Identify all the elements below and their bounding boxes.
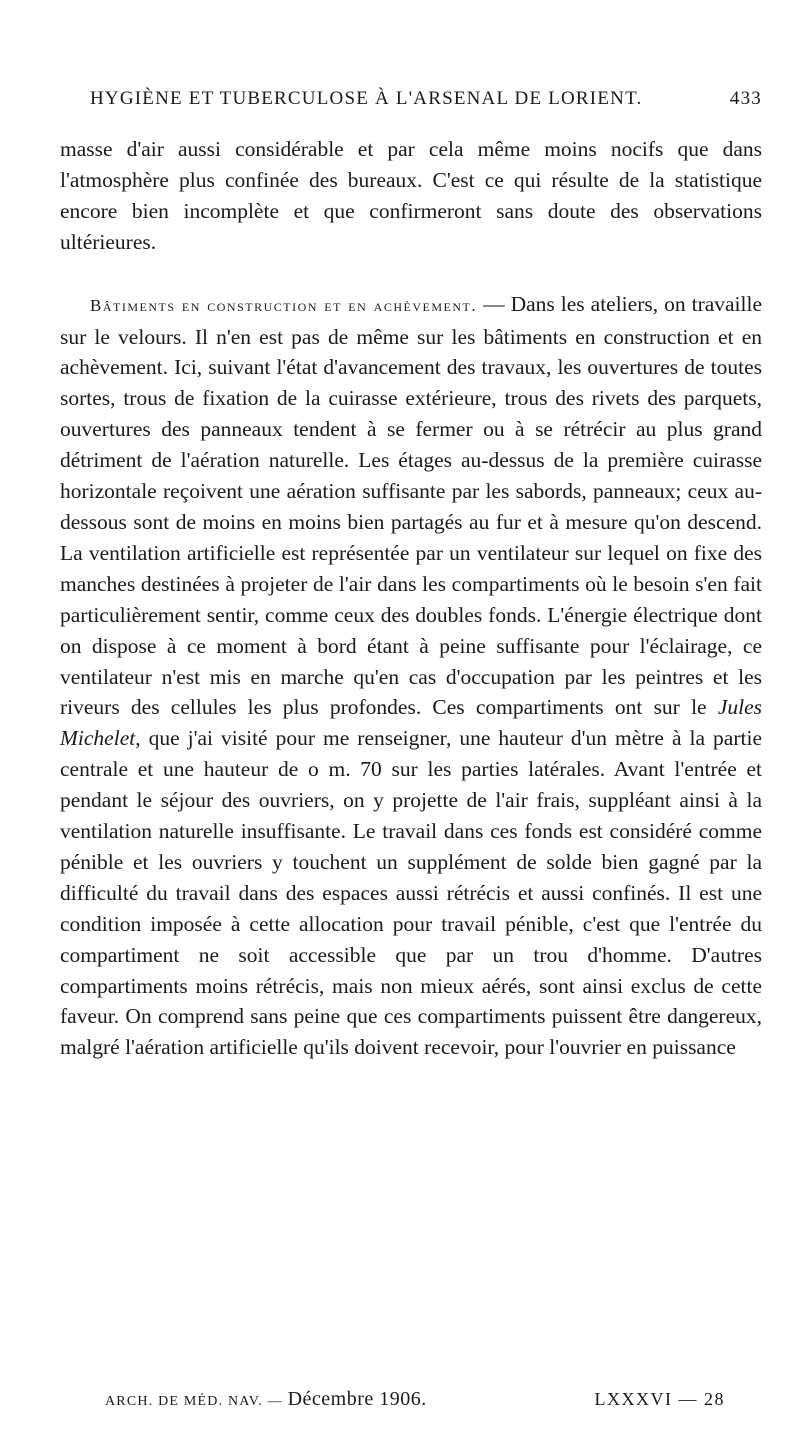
ship-name: Jules Michelet: [60, 695, 762, 751]
paragraph-continued: masse d'air aussi considérable et par cela même moins nocifs que dans l'atmosphère plus confinée des bureaux. C'est ce qui résulte de la statistique encore bien incomplète et que confirmeront sans doute des observations ultérieures.: [60, 137, 762, 254]
paragraph-batiments: [60, 289, 762, 1064]
heading-dash: —: [477, 291, 511, 316]
footer-citation: [105, 1388, 427, 1411]
issue-date: Décembre 1906.: [287, 1388, 427, 1410]
signature-mark: LXXXVI — 28: [594, 1389, 725, 1409]
running-header: [90, 88, 762, 110]
running-title: HYGIÈNE ET TUBERCULOSE À L'ARSENAL DE LORIENT.: [90, 88, 643, 109]
paragraph-text-part-2: , que j'ai visité pour me renseigner, une hauteur d'un mètre à la partie centrale et une hauteur de o m. 70 sur les parties latérales. Avant l'entrée et pendant le séjour des ouvriers, on y projette de l'air frais, suppléant ainsi à la ventilation naturelle insuffisante. Le travail dans ces fonds est considéré comme pénible et les ouvriers y touchent un supplément de solde bien gagné par la difficulté du travail dans des espaces aussi rétrécis et aussi confinés. Il est une condition imposée à cette allocation pour travail pénible, c'est que l'entrée du compartiment ne soit accessible que par un trou d'homme. D'autres compartiments moins rétrécis, mais non mieux aérés, sont ainsi exclus de cette faveur. On comprend sans peine que ces compartiments puissent être dangereux, malgré l'aération artificielle qu'ils doivent recevoir, pour l'ouvrier en puissance: [60, 726, 762, 1060]
body-text: [60, 134, 762, 1063]
section-heading: Bâtiments en construction et en achèvement.: [90, 295, 478, 315]
page-footer: [105, 1388, 725, 1411]
paragraph-text-part-1: Dans les ateliers, on travaille sur le velours. Il n'en est pas de même sur les bâtiments en construction et en achèvement. Ici, suivant l'état d'avancement des travaux, les ouvertures de toutes sortes, trous de fixation de la cuirasse extérieure, trous des rivets des parquets, ouvertures des panneaux tendent à se fermer ou à se rétrécir au plus grand détriment de l'aération naturelle. Les étages au-dessus de la première cuirasse horizontale reçoivent une aération suffisante par les sabords, panneaux; ceux au-dessous sont de moins en moins bien partagés au fur et à mesure qu'on descend. La ventilation artificielle est représentée par un ventilateur sur lequel on fixe des manches destinées à projeter de l'air dans les compartiments où le besoin s'en fait particulièrement sentir, comme ceux des doubles fonds. L'énergie électrique dont on dispose à ce moment à bord étant à peine suffisante pour l'éclairage, ce ventilateur n'est mis en marche qu'en cas d'occupation par les peintres et les riveurs des cellules les plus profondes. Ces compartiments ont sur le: [60, 291, 763, 720]
journal-name: ARCH. DE MÉD. NAV. —: [105, 1394, 283, 1409]
page-number: 433: [729, 88, 762, 109]
